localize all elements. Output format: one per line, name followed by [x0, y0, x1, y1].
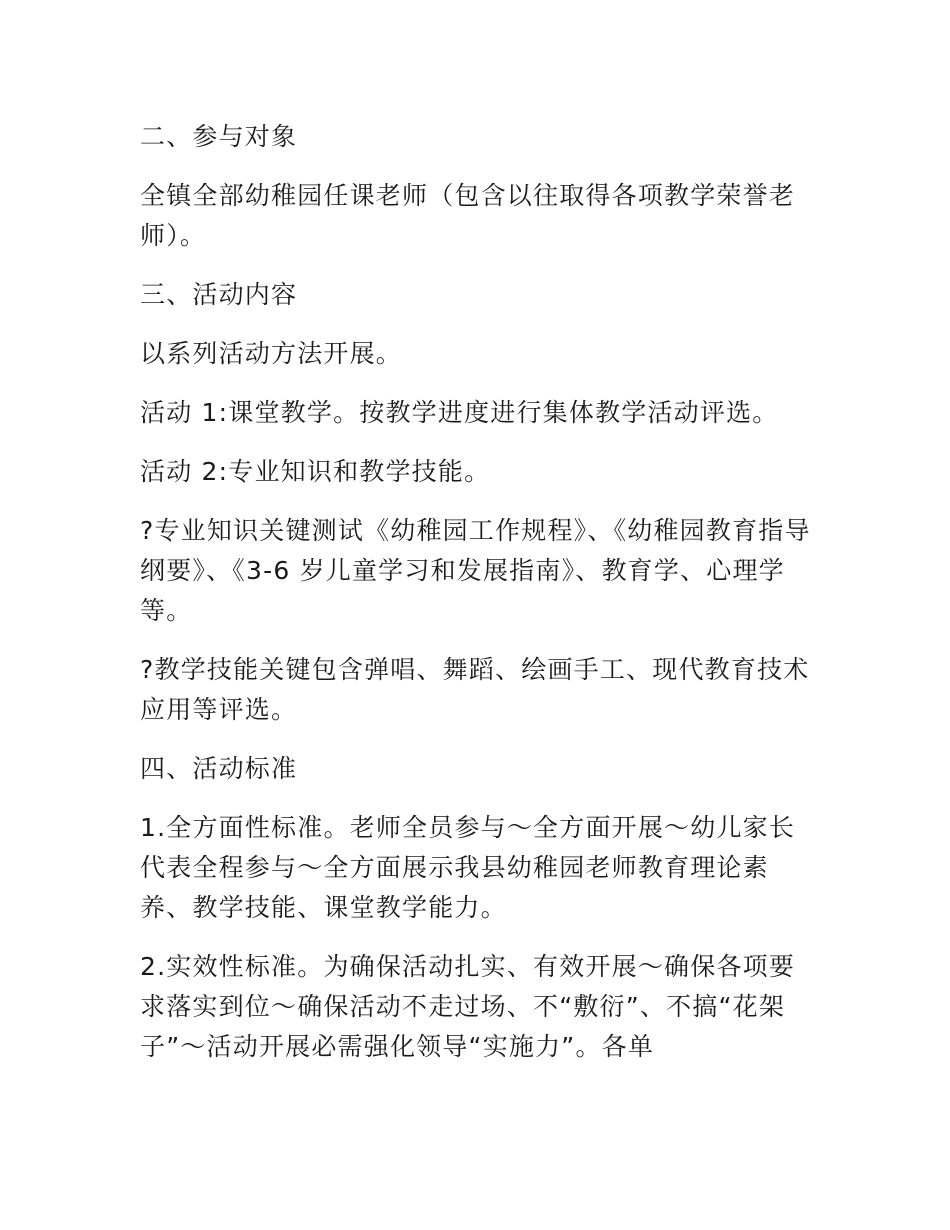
- heading-activity-content: 三、活动内容: [140, 280, 298, 309]
- heading-participants: 二、参与对象: [140, 122, 298, 151]
- paragraph-activity-1: 活动 1:课堂教学。按教学进度进行集体教学活动评选。: [140, 398, 779, 427]
- paragraph-activity-2: 活动 2:专业知识和教学技能。: [140, 457, 491, 486]
- paragraph-standard-1: 1.全方面性标准。老师全员参与～全方面开展～幼儿家长代表全程参与～全方面展示我县幼稚园老师教育理论素养、教学技能、课堂教学能力。: [140, 813, 796, 922]
- paragraph-knowledge-test: ?专业知识关键测试《幼稚园工作规程》、《幼稚园教育指导纲要》、《3-6 岁儿童学习和发展指南》、教育学、心理学等。: [140, 516, 811, 625]
- paragraph-series-method: 以系列活动方法开展。: [140, 339, 403, 368]
- paragraph-participants: 全镇全部幼稚园任课老师（包含以往取得各项教学荣誉老师）。: [140, 181, 796, 250]
- document-body: [140, 117, 812, 1086]
- paragraph-standard-2: 2.实效性标准。为确保活动扎实、有效开展～确保各项要求落实到位～确保活动不走过场、不“敷衍”、不搞“花架子”～活动开展必需强化领导“实施力”。各单: [140, 952, 796, 1061]
- heading-activity-standards: 四、活动标准: [140, 754, 298, 783]
- paragraph-teaching-skills: ?教学技能关键包含弹唱、舞蹈、绘画手工、现代教育技术应用等评选。: [140, 655, 810, 724]
